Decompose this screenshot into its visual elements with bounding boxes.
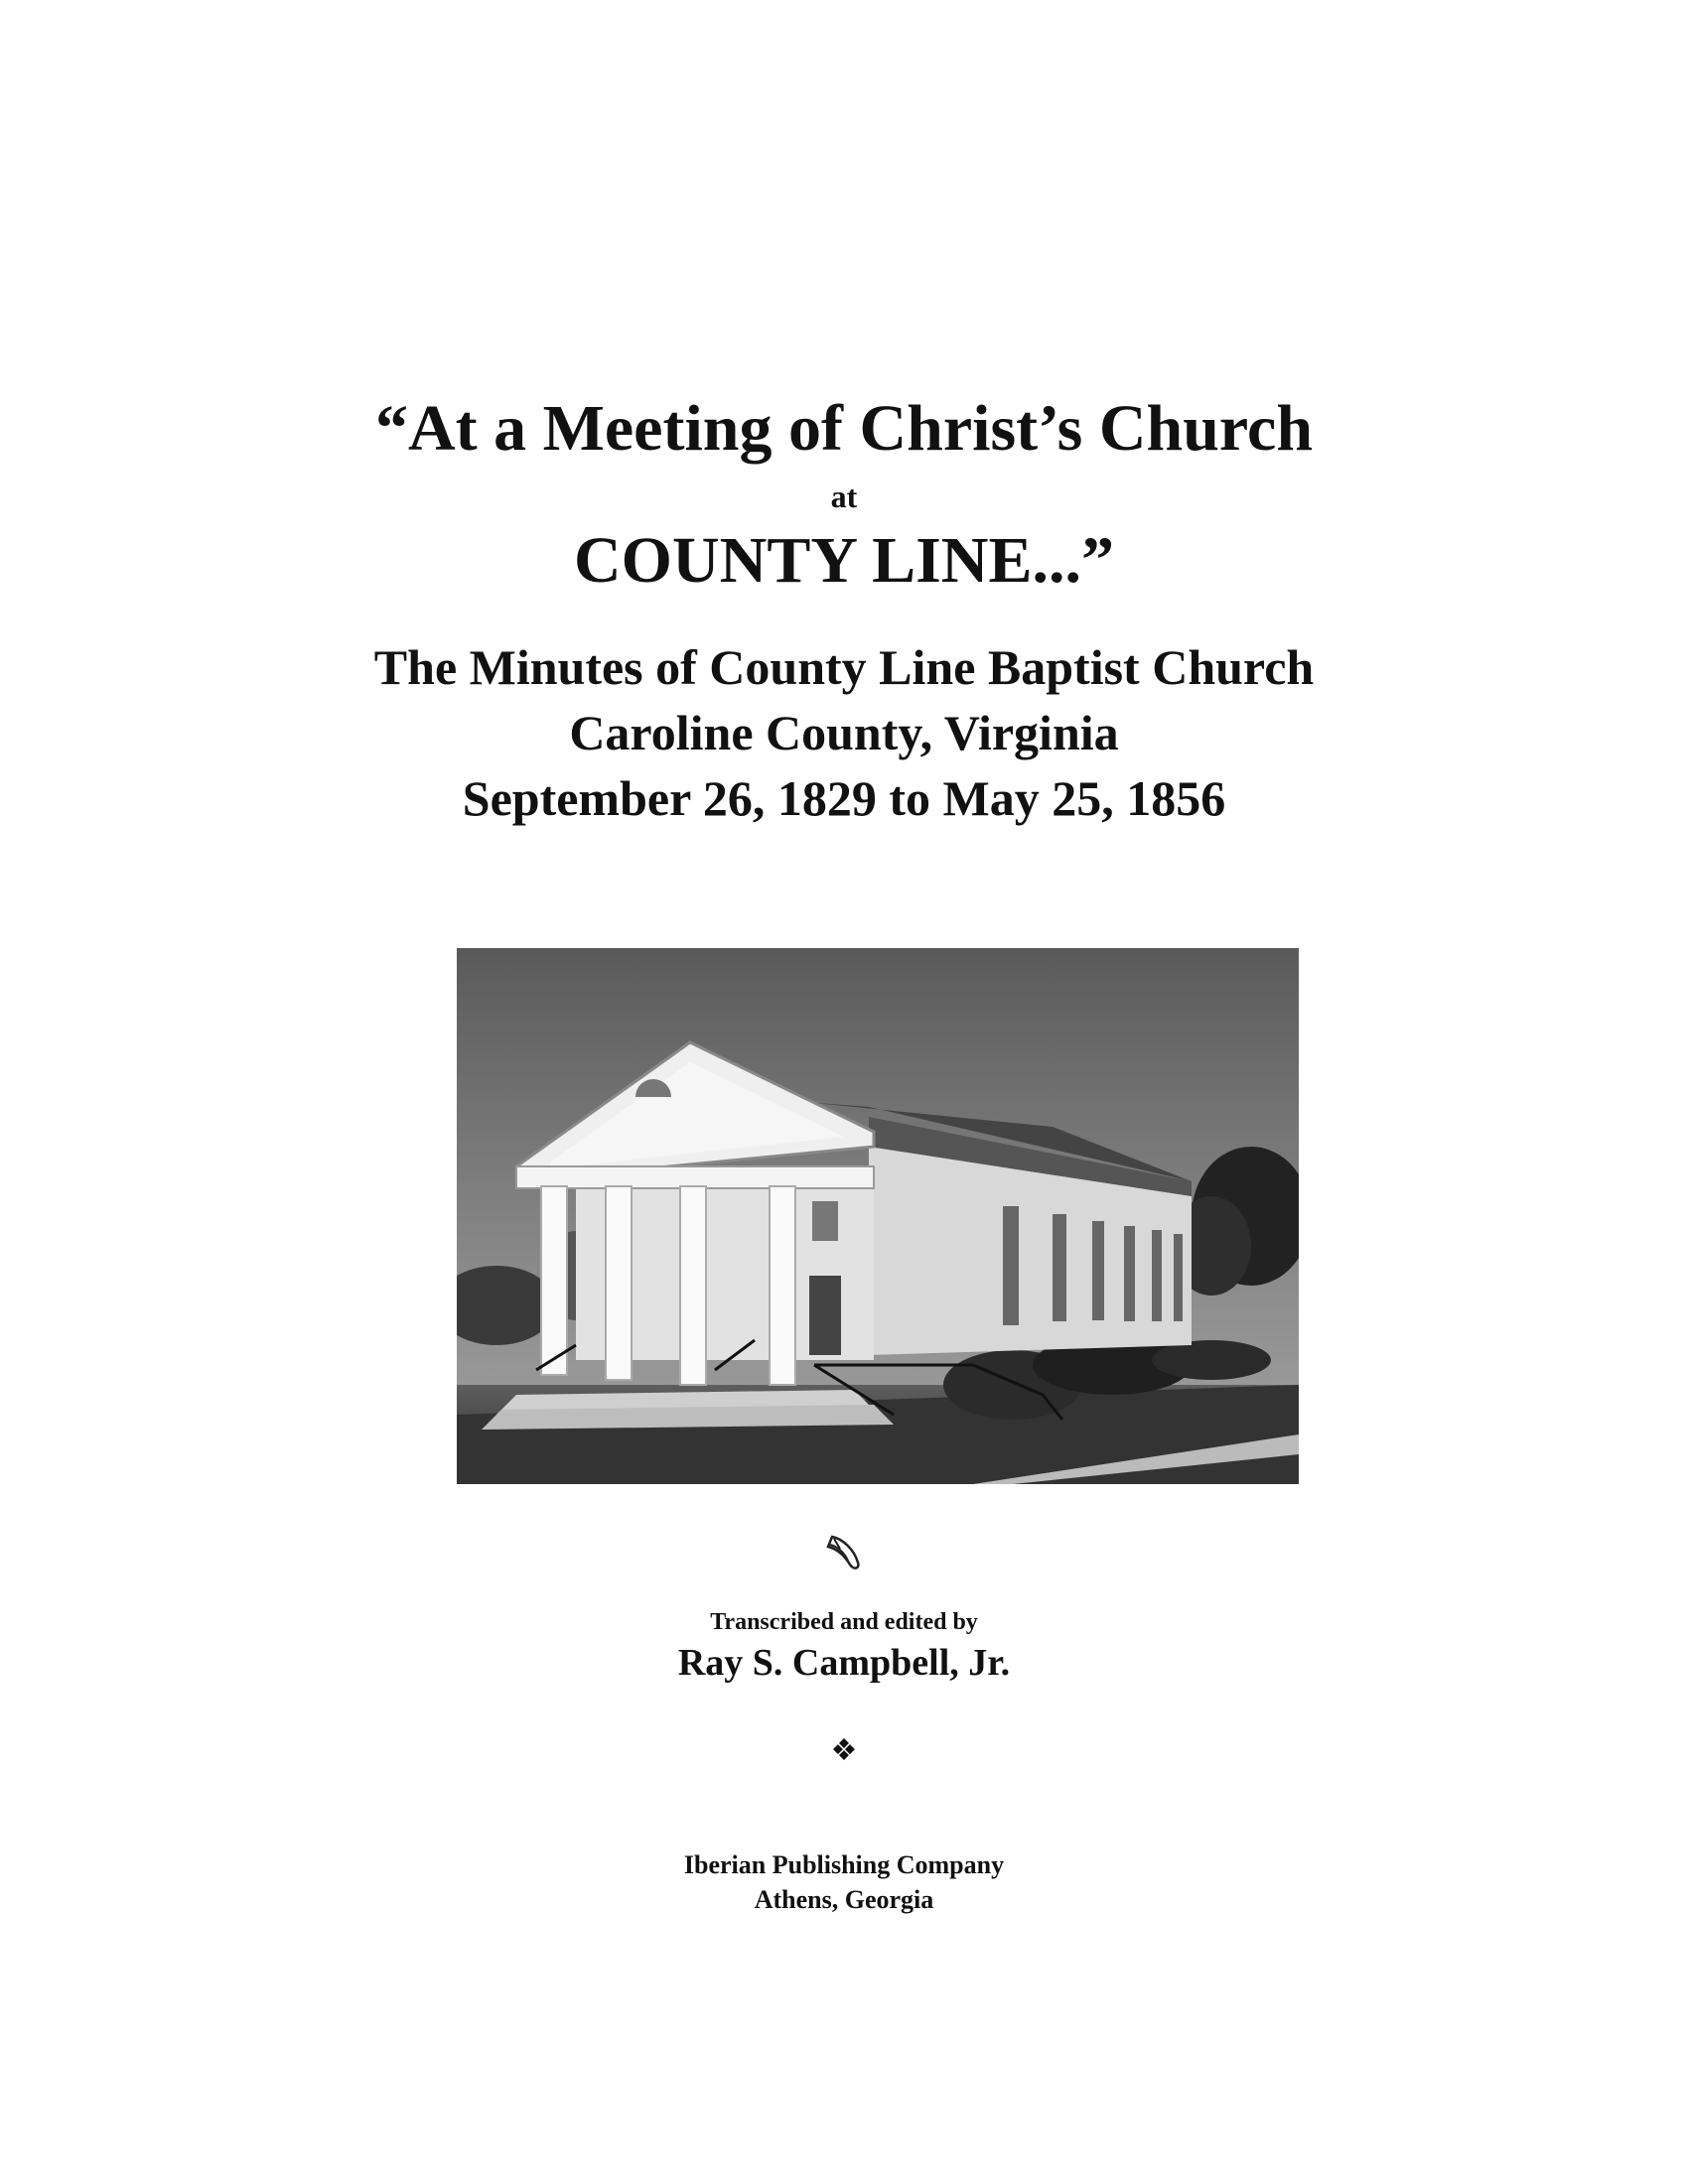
- fleuron-icon: [814, 1527, 874, 1576]
- credit-label: Transcribed and edited by: [710, 1609, 978, 1635]
- subtitle-line-2: Caroline County, Virginia: [569, 705, 1119, 760]
- publisher-location: Athens, Georgia: [754, 1885, 934, 1914]
- publisher-name: Iberian Publishing Company: [683, 1850, 1005, 1879]
- title-line-2: COUNTY LINE...”: [574, 524, 1114, 597]
- church-photo: [457, 948, 1299, 1484]
- editor-name: Ray S. Campbell, Jr.: [677, 1642, 1011, 1684]
- subtitle-line-3: September 26, 1829 to May 25, 1856: [462, 770, 1226, 826]
- separator-icon: ❖: [830, 1734, 858, 1767]
- subtitle-line-1: The Minutes of County Line Baptist Church: [373, 639, 1315, 695]
- title-at: at: [830, 478, 858, 514]
- title-line-1: “At a Meeting of Christ’s Church: [374, 392, 1314, 465]
